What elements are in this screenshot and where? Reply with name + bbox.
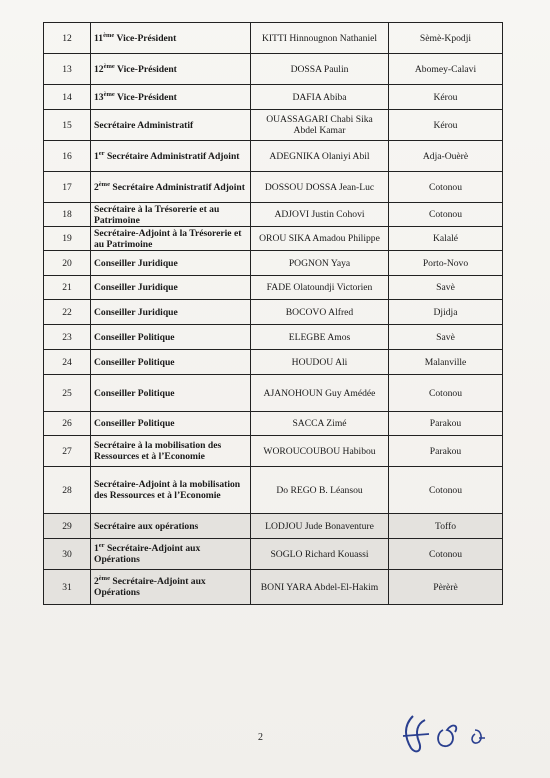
row-number: 17 xyxy=(44,172,91,203)
role-ordinal-suffix: ème xyxy=(103,62,115,70)
role-cell xyxy=(91,172,251,203)
member-locality: Djidja xyxy=(389,300,503,325)
member-name: BOCOVO Alfred xyxy=(251,300,389,325)
member-locality: Savè xyxy=(389,276,503,300)
row-number: 28 xyxy=(44,467,91,514)
member-name: POGNON Yaya xyxy=(251,251,389,276)
row-number: 20 xyxy=(44,251,91,276)
member-locality: Abomey-Calavi xyxy=(389,54,503,85)
row-number: 31 xyxy=(44,570,91,605)
row-number: 22 xyxy=(44,300,91,325)
member-name: HOUDOU Ali xyxy=(251,350,389,375)
member-locality: Porto-Novo xyxy=(389,251,503,276)
member-locality: Kalalé xyxy=(389,227,503,251)
role-cell xyxy=(91,467,251,514)
role-title: Vice-Président xyxy=(114,63,177,75)
member-name: AJANOHOUN Guy Amédée xyxy=(251,375,389,412)
member-name: ELEGBE Amos xyxy=(251,325,389,350)
member-name: ADJOVI Justin Cohovi xyxy=(251,203,389,227)
table-row xyxy=(44,436,503,467)
row-number: 12 xyxy=(44,23,91,54)
row-number: 16 xyxy=(44,141,91,172)
role-cell xyxy=(91,227,251,251)
role-title: Vice-Président xyxy=(114,91,177,103)
table-row xyxy=(44,172,503,203)
table-row xyxy=(44,467,503,514)
member-name: LODJOU Jude Bonaventure xyxy=(251,514,389,539)
row-number: 27 xyxy=(44,436,91,467)
member-name: BONI YARA Abdel-El-Hakim xyxy=(251,570,389,605)
row-number: 23 xyxy=(44,325,91,350)
member-name: KITTI Hinnougnon Nathaniel xyxy=(251,23,389,54)
table-row xyxy=(44,350,503,375)
row-number: 25 xyxy=(44,375,91,412)
role-ordinal-suffix: er xyxy=(98,541,105,549)
role-cell xyxy=(91,203,251,227)
role-title: Secrétaire à la Trésorerie et au Patrimoine xyxy=(94,203,222,226)
member-locality: Kérou xyxy=(389,85,503,110)
role-ordinal-suffix: ème xyxy=(103,90,115,98)
table-row xyxy=(44,514,503,539)
table-row xyxy=(44,203,503,227)
role-cell xyxy=(91,514,251,539)
member-name: Do REGO B. Léansou xyxy=(251,467,389,514)
role-cell xyxy=(91,85,251,110)
role-ordinal: 13 xyxy=(94,91,104,103)
row-number: 13 xyxy=(44,54,91,85)
table-row xyxy=(44,54,503,85)
role-ordinal-suffix: ème xyxy=(98,574,110,582)
member-name: DOSSOU DOSSA Jean-Luc xyxy=(251,172,389,203)
role-cell xyxy=(91,300,251,325)
member-locality: Malanville xyxy=(389,350,503,375)
member-locality: Kérou xyxy=(389,110,503,141)
role-title: Secrétaire Administratif xyxy=(94,119,194,131)
role-title: Secrétaire-Adjoint à la mobilisation des Ressources et à l’Economie xyxy=(94,479,243,501)
role-ordinal: 2 xyxy=(94,181,99,193)
role-cell xyxy=(91,350,251,375)
role-cell xyxy=(91,436,251,467)
row-number: 30 xyxy=(44,539,91,570)
member-name: DOSSA Paulin xyxy=(251,54,389,85)
role-title: Conseiller Politique xyxy=(94,331,175,343)
handwritten-signature xyxy=(395,708,515,758)
table-row xyxy=(44,539,503,570)
role-cell xyxy=(91,141,251,172)
row-number: 19 xyxy=(44,227,91,251)
member-name: OUASSAGARI Chabi Sika Abdel Kamar xyxy=(251,110,389,141)
member-locality: Adja-Ouèrè xyxy=(389,141,503,172)
member-name: WOROUCOUBOU Habibou xyxy=(251,436,389,467)
role-title: Secrétaire-Adjoint à la Trésorerie et au Patrimoine xyxy=(94,227,244,250)
member-locality: Parakou xyxy=(389,436,503,467)
role-cell xyxy=(91,375,251,412)
member-name: FADE Olatoundji Victorien xyxy=(251,276,389,300)
member-locality: Savè xyxy=(389,325,503,350)
page-number: 2 xyxy=(258,732,263,743)
role-cell xyxy=(91,110,251,141)
table-row xyxy=(44,375,503,412)
member-locality: Sèmè-Kpodji xyxy=(389,23,503,54)
role-ordinal-suffix: er xyxy=(98,149,105,157)
role-cell xyxy=(91,276,251,300)
member-name: DAFIA Abiba xyxy=(251,85,389,110)
role-title: Secrétaire-Adjoint aux Opérations xyxy=(94,543,203,565)
role-ordinal-suffix: ème xyxy=(103,31,115,39)
role-title: Secrétaire Administratif Adjoint xyxy=(104,150,240,162)
role-ordinal: 11 xyxy=(94,32,104,44)
table-row xyxy=(44,276,503,300)
role-ordinal: 1 xyxy=(94,543,99,554)
role-title: Conseiller Politique xyxy=(94,387,175,399)
member-locality: Cotonou xyxy=(389,375,503,412)
member-name: SACCA Zimé xyxy=(251,412,389,436)
role-ordinal: 1 xyxy=(94,150,99,162)
role-cell xyxy=(91,539,251,570)
table-row xyxy=(44,141,503,172)
member-name: OROU SIKA Amadou Philippe xyxy=(251,227,389,251)
role-cell xyxy=(91,412,251,436)
member-name: ADEGNIKA Olaniyi Abil xyxy=(251,141,389,172)
table-row xyxy=(44,227,503,251)
role-title: Secrétaire aux opérations xyxy=(94,520,199,532)
table-row xyxy=(44,300,503,325)
row-number: 14 xyxy=(44,85,91,110)
roster-table xyxy=(43,22,503,605)
row-number: 24 xyxy=(44,350,91,375)
table-row xyxy=(44,110,503,141)
role-title: Conseiller Juridique xyxy=(94,282,178,293)
member-locality: Cotonou xyxy=(389,539,503,570)
row-number: 15 xyxy=(44,110,91,141)
role-title: Secrétaire-Adjoint aux Opérations xyxy=(94,576,209,598)
roster-table-body xyxy=(44,23,503,605)
table-row xyxy=(44,85,503,110)
role-title: Conseiller Politique xyxy=(94,356,175,368)
table-row xyxy=(44,23,503,54)
role-ordinal: 2 xyxy=(94,576,99,587)
member-locality: Cotonou xyxy=(389,203,503,227)
table-row xyxy=(44,251,503,276)
role-cell xyxy=(91,570,251,605)
role-title: Secrétaire à la mobilisation des Ressources et à l’Economie xyxy=(94,440,224,462)
role-title: Vice-Président xyxy=(114,32,177,44)
role-cell xyxy=(91,325,251,350)
member-locality: Toffo xyxy=(389,514,503,539)
role-title: Conseiller Juridique xyxy=(94,257,178,269)
role-title: Conseiller Juridique xyxy=(94,306,178,318)
row-number: 21 xyxy=(44,276,91,300)
role-title: Secrétaire Administratif Adjoint xyxy=(109,181,245,193)
member-locality: Cotonou xyxy=(389,172,503,203)
role-cell xyxy=(91,54,251,85)
table-row xyxy=(44,570,503,605)
role-ordinal: 12 xyxy=(94,63,104,75)
row-number: 29 xyxy=(44,514,91,539)
member-locality: Cotonou xyxy=(389,467,503,514)
member-locality: Parakou xyxy=(389,412,503,436)
role-title: Conseiller Politique xyxy=(94,418,175,429)
row-number: 18 xyxy=(44,203,91,227)
member-locality: Pèrèrè xyxy=(389,570,503,605)
role-cell xyxy=(91,251,251,276)
table-row xyxy=(44,412,503,436)
role-cell xyxy=(91,23,251,54)
role-ordinal-suffix: ème xyxy=(98,180,110,188)
row-number: 26 xyxy=(44,412,91,436)
member-name: SOGLO Richard Kouassi xyxy=(251,539,389,570)
table-row xyxy=(44,325,503,350)
